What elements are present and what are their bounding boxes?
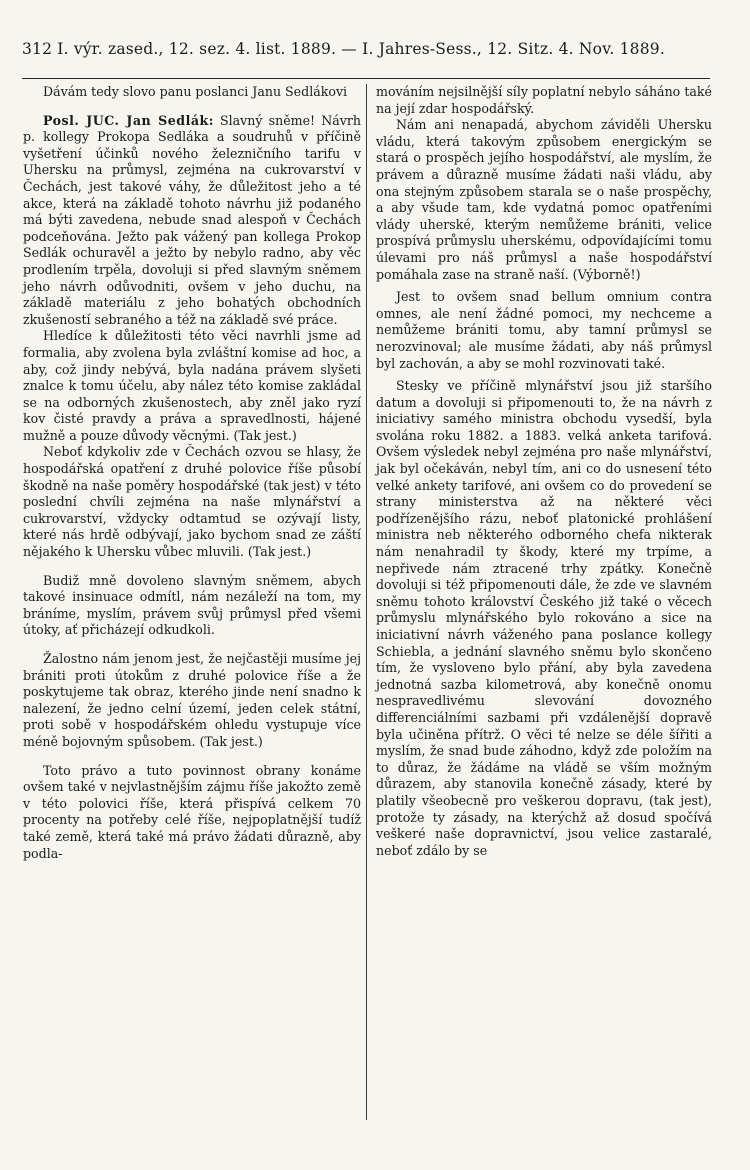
paragraph: Žalostno nám jenom jest, že nejčastěji musíme jej brániti proti útokům z druhé polovice říše a že poskytujeme tak obraz, kterého jinde není snadno k nalezení, že jedno celní území, jeden celek státní, proti sobě v hospodářském ohledu vystupuje více méně bojovným spůsobem. (Tak jest.) <box>23 651 361 749</box>
paragraph: Stesky ve příčině mlynářství jsou již staršího datum a dovoluji si připomenouti to, že na návrh z iniciativy samého ministra obchodu vysedší, byla svolána roku 1882. a 1883. velká anketa tarifová. Ovšem výsledek nebyl zejména pro naše mlynářství, jak byl očekáván, nebyl tím, ani co do usnesení této velké ankety tarifové, ani ovšem co do provedení se strany ministerstva až na některé věci podřízenějšího rázu, neboť platonické prohlášení ministra neb některého odborného chefa nikterak nám nenahradil ty škody, které my trpíme, a nepřivede nám ztracené trhy zpátky. Konečně dovoluji si též připomenouti dále, že zde ve slavném sněmu tohoto království Českého již také o věcech průmyslu mlynářského bylo rokováno a sice na iniciativní návrh váženého pana poslance kollegy Schiebla, a jednání slavného sněmu bylo skončeno tím, že vysloveno bylo přání, aby byla zavedena jednotná sazba kilometrová, aby konečně onomu nespravedlivému slevování dovozného differenciálními sazbami při vzdálenější dopravě byla učiněna přítrž. O věci té nelze se déle šířiti a myslím, že snad bude záhodno, když zde položím na to důraz, že žádáme na vládě se vším možným důrazem, aby stanovila konečně zásady, které by platily všeobecně pro veškerou dopravu, (tak jest), protože ty zásady, na kterýchž až dosud spočívá veškeré naše dopravnictví, jsou velice zastaralé, neboť zdálo by se <box>376 378 712 858</box>
paragraph: Toto právo a tuto povinnost obrany konáme ovšem také v nejvlastnějším zájmu říše jakožto země v této polovici říše, která přispívá celkem 70 procenty na potřeby celé říše, nejpoplatnější tudíž také země, která také má právo žádati důrazně, aby podla- <box>23 762 361 861</box>
paragraph: Nám ani nenapadá, abychom záviděli Uhersku vládu, která takovým způsobem energickým se stará o prospěch jejího hospodářství, ale myslím, že právem a důrazně musíme žádati naši vládu, aby ona stejným způsobem starala se o naše prospěchy, a aby všude tam, kde vydatná pomoc opatřeními vlády uherské, kterým nemůžeme brániti, velice prospívá průmyslu uherskému, odpovídajícími tomu úlevami pro náš průmysl a naše hospodářství pomáhala zase na straně naší. (Výborně!) <box>376 117 712 282</box>
paragraph: Budiž mně dovoleno slavným sněmem, abych takové insinuace odmítl, nám nezáleží na tom, my bráníme, myslím, právem svůj průmysl před všemi útoky, ať přicházejí odkudkoli. <box>23 572 361 638</box>
paragraph: Hledíce k důležitosti této věci navrhli jsme ad formalia, aby zvolena byla zvláštní komise ad hoc, a aby, což jindy nebývá, byla nadána právem slyšeti znalce k tomu účelu, aby nález této komise zakládal se na odborných zkušenostech, aby zněl jako ryzí kov čisté pravdy a práva a spravedlnosti, hájené mužně a pouze důvody věcnými. (Tak jest.) <box>23 328 361 443</box>
speech-text: Slavný sněme! Návrh p. kollegy Prokopa Sedláka a soudruhů v příčině vyšetření účinků nového železničního tarifu v Uhersku na průmysl, zejména na cukrovarství v Čechách, jest takové váhy, že důležitost jeho a té akce, která na základě tohoto návrhu již podaného má býti zavedena, nebude snad alespoň v Čechách podceňována. Ježto pak vážený pan kollega Prokop Sedlák ochuravěl a ježto by nebylo radno, aby věc prodlením trpěla, dovoluji si před slavným sněmem jeho návrh odůvodniti, ovšem v jeho duchu, na základě materiálu z jeho bohatých obchodních zkušeností sebraného a též na základě své práce. <box>23 112 361 327</box>
speaker-name: Posl. JUC. Jan Sedlák: <box>43 112 214 128</box>
paragraph-speech-start <box>23 113 361 329</box>
paragraph: Neboť kdykoliv zde v Čechách ozvou se hlasy, že hospodářská opatření z druhé polovice říše působí škodně na naše poměry hospodářské (tak jest) v této poslední chvíli zejména na naše mlynářství a cukrovarství, vždycky odtamtud se ozývají listy, které nás hrdě odbývají, jako bychom snad ze záští nějakého k Uhersku vůbec mluvili. (Tak jest.) <box>23 444 361 560</box>
left-column <box>23 84 361 862</box>
header-rule <box>22 78 710 79</box>
page-header: 312 I. výr. zased., 12. sez. 4. list. 1889. — I. Jahres-Sess., 12. Sitz. 4. Nov. 1889. <box>22 40 665 58</box>
right-column <box>376 84 712 859</box>
paragraph-continued: mováním nejsilnější síly poplatní nebylo sáháno také na její zdar hospodářský. <box>376 84 712 116</box>
paragraph-intro: Dávám tedy slovo panu poslanci Janu Sedlákovi <box>43 84 348 99</box>
column-divider <box>366 84 367 1120</box>
paragraph: Jest to ovšem snad bellum omnium contra omnes, ale není žádné pomoci, my nechceme a nemůžeme brániti tomu, aby tamní průmysl se nerozvinoval; ale musíme žádati, aby náš průmysl byl zachován, a aby se mohl rozvinovati také. <box>376 289 712 371</box>
